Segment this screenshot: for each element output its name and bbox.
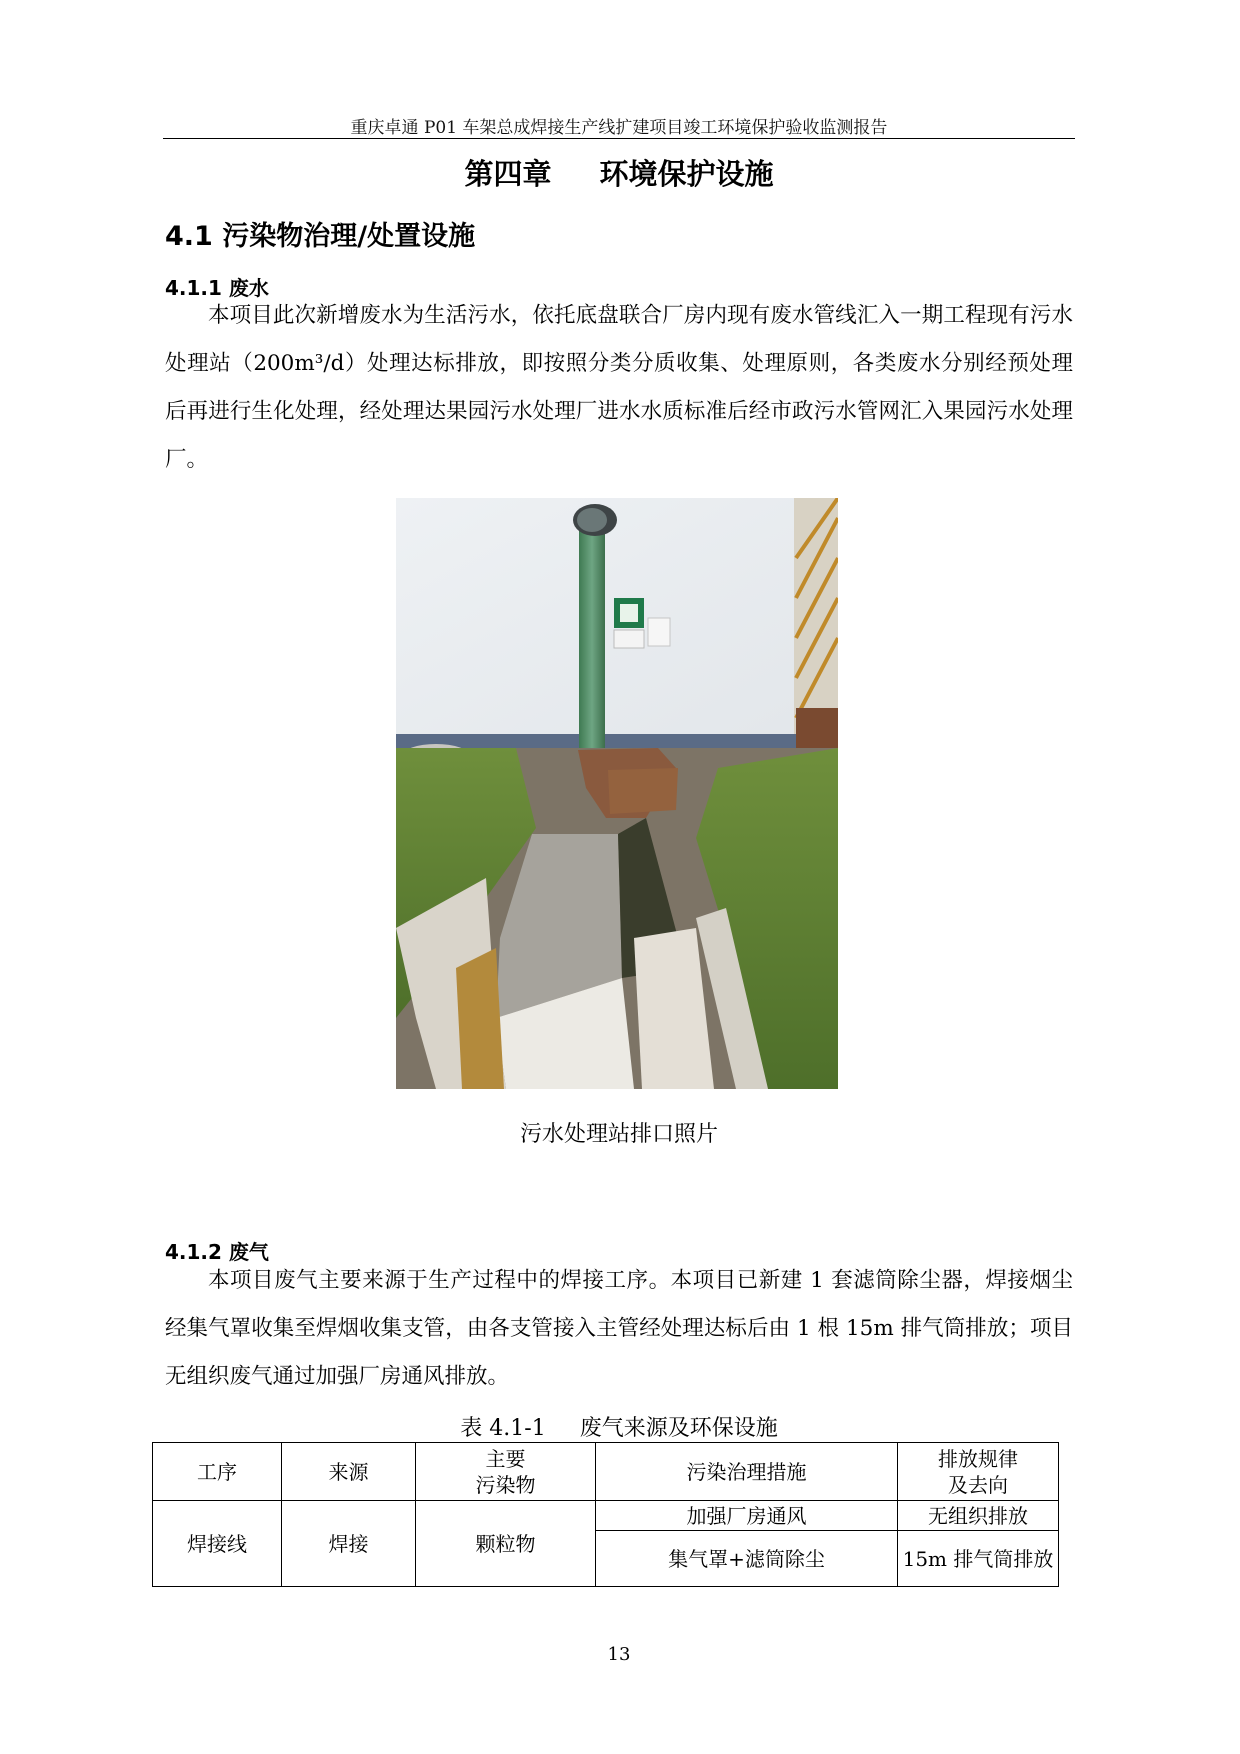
header-pollutant-line2: 污染物 [475,1472,536,1497]
cell-pollutant: 颗粒物 [416,1501,596,1587]
cell-process: 焊接线 [153,1501,282,1587]
table-title: 废气来源及环保设施 [579,1416,778,1441]
outfall-photo [396,498,838,1089]
page-number: 13 [607,1644,631,1665]
exhaust-paragraph: 本项目废气主要来源于生产过程中的焊接工序。本项目已新建 1 套滤筒除尘器，焊接烟尘经集气罩收集至焊烟收集支管，由各支管接入主管经处理达标后由 1 根 15m 排气筒排放；项目无组织废气通过加强厂房通风排放。 [165,1268,1073,1389]
header-rule [163,138,1075,139]
header-discharge-line2: 及去向 [948,1472,1008,1497]
table-number: 表 4.1-1 [460,1416,546,1441]
header-discharge [898,1443,1059,1501]
exhaust-heading: 4.1.2 废气 [165,1240,269,1264]
section-heading: 4.1 污染物治理/处置设施 [165,221,476,252]
table-row [153,1501,1059,1531]
chapter-name: 环境保护设施 [599,157,774,191]
chapter-title [163,152,1075,193]
wastewater-heading: 4.1.1 废水 [165,276,269,300]
table-header-row [153,1443,1059,1501]
chapter-number: 第四章 [464,157,552,191]
header-pollutant [416,1443,596,1501]
header-pollutant-line1: 主要 [485,1446,526,1471]
header-measures: 污染治理措施 [596,1443,898,1501]
cell-measure-ventilation: 加强厂房通风 [596,1501,898,1531]
header-process: 工序 [153,1443,282,1501]
cell-discharge-unorganized: 无组织排放 [898,1501,1059,1531]
wastewater-paragraph: 本项目此次新增废水为生活污水，依托底盘联合厂房内现有废水管线汇入一期工程现有污水处理站（200m³/d）处理达标排放，即按照分类分质收集、处理原则，各类废水分别经预处理后再进行生化处理，经处理达果园污水处理厂进水水质标准后经市政污水管网汇入果园污水处理厂。 [165,303,1073,472]
cell-measure-filter: 集气罩+滤筒除尘 [596,1531,898,1587]
cell-discharge-stack: 15m 排气筒排放 [898,1531,1059,1587]
cell-source: 焊接 [282,1501,416,1587]
running-header: 重庆卓通 P01 车架总成焊接生产线扩建项目竣工环境保护验收监测报告 [350,118,888,138]
exhaust-table [152,1442,1059,1587]
photo-caption: 污水处理站排口照片 [519,1122,718,1147]
header-discharge-line1: 排放规律 [938,1446,1018,1471]
header-source: 来源 [282,1443,416,1501]
table-caption [163,1411,1075,1442]
